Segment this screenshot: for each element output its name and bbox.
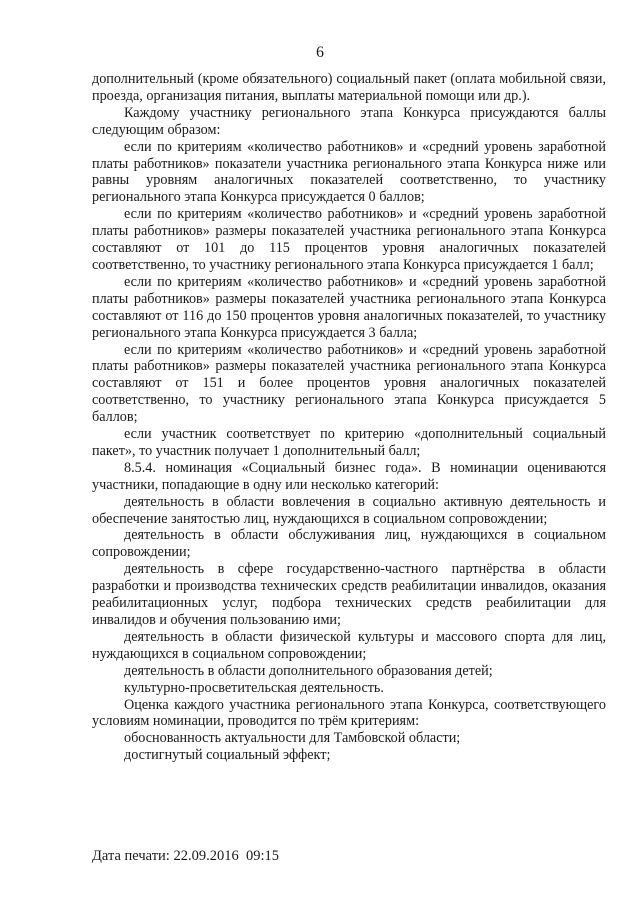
paragraph: деятельность в области дополнительного образования детей;	[124, 662, 493, 679]
paragraph: 8.5.4. номинация «Социальный бизнес года». В номинации оцениваются участники, попадающие в одну или несколько категорий:	[92, 459, 606, 493]
paragraph: достигнутый социальный эффект;	[124, 747, 331, 764]
paragraph: если по критериям «количество работников» и «средний уровень заработной платы работников» показатели участника регионального этапа Конкурса ниже или равны уровням аналогичных показателей соответственно, то участнику регионального этапа Конкурса присуждается 0 баллов;	[92, 138, 606, 206]
paragraph: если участник соответствует по критерию «дополнительный социальный пакет», то участник получает 1 дополнительный балл;	[92, 426, 606, 459]
paragraph: Каждому участнику регионального этапа Конкурса присуждаются баллы следующим образом:	[92, 104, 606, 138]
paragraph: деятельность в области обслуживания лиц, нуждающихся в социальном сопровождении;	[92, 527, 606, 561]
paragraph: если по критериям «количество работников» и «средний уровень заработной платы работников» размеры показателей участника регионального этапа Конкурса составляют от 116 до 150 процентов уровня аналогичных показателей, то участнику регионального этапа Конкурса присуждается 3 балла;	[92, 273, 606, 341]
print-date: Дата печати: 22.09.2016 09:15	[92, 848, 279, 864]
paragraph: дополнительный (кроме обязательного) социальный пакет (оплата мобильной связи, проезда, организация питания, выплаты материальной помощи или др.).	[92, 71, 606, 104]
paragraph: обоснованность актуальности для Тамбовской области;	[124, 730, 461, 747]
paragraph: культурно-просветительская деятельность.	[124, 679, 384, 696]
page-number: 6	[316, 44, 324, 61]
paragraph: деятельность в области физической культуры и массового спорта для лиц, нуждающихся в социальном сопровождении;	[92, 628, 606, 662]
paragraph: деятельность в сфере государственно-частного партнёрства в области разработки и производства технических средств реабилитации инвалидов, оказания реабилитационных услуг, подбора технических средств реабилитации для инвалидов и обучения пользованию ими;	[92, 561, 606, 628]
paragraph: если по критериям «количество работников» и «средний уровень заработной платы работников» размеры показателей участника регионального этапа Конкурса составляют от 101 до 115 процентов уровня аналогичных показателей соответственно, то участнику регионального этапа Конкурса присуждается 1 балл;	[92, 206, 606, 273]
paragraph: Оценка каждого участника регионального этапа Конкурса, соответствующего условиям номинации, проводится по трём критериям:	[92, 696, 606, 730]
document-body	[92, 71, 606, 764]
paragraph: деятельность в области вовлечения в социально активную деятельность и обеспечение занятостью лиц, нуждающихся в социальном сопровождении;	[92, 493, 606, 527]
paragraph: если по критериям «количество работников» и «средний уровень заработной платы работников» размеры показателей участника регионального этапа Конкурса составляют от 151 и более процентов уровня аналогичных показателей соответственно, то участнику регионального этапа Конкурса присуждается 5 баллов;	[92, 341, 606, 426]
